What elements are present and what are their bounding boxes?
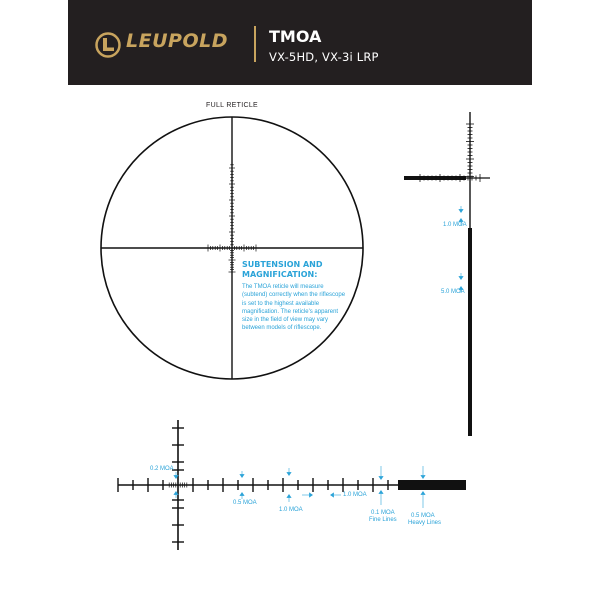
- arrow-up-icon: [378, 490, 383, 494]
- vertical-label-1-0-moa: 1.0 MOA: [443, 222, 467, 228]
- horizontal-label-1-0-moa-a: 1.0 MOA: [279, 507, 303, 513]
- arrow-up-icon: [420, 491, 425, 495]
- horizontal-label-1-0-moa-b: 1.0 MOA: [343, 492, 367, 498]
- subtension-note-heading: SUBTENSION AND MAGNIFICATION:: [242, 260, 323, 279]
- horizontal-label-0-5-moa: 0.5 MOA: [233, 500, 257, 506]
- full-reticle-label: FULL RETICLE: [206, 102, 258, 109]
- full-reticle-view: [101, 117, 363, 379]
- scope-models: VX-5HD, VX-3i LRP: [269, 50, 379, 64]
- heavy-lines-value: 0.5 MOA: [411, 513, 435, 519]
- horizontal-detail-heavy-post: [398, 480, 466, 490]
- arrow-down-icon: [378, 476, 383, 480]
- subtension-arrows: [173, 206, 463, 508]
- horizontal-label-0-2-moa: 0.2 MOA: [150, 466, 174, 472]
- heavy-lines-caption: Heavy Lines: [408, 520, 442, 526]
- subtension-note-body: The TMOA reticle will measure (subtend) correctly when the riflescope is set to the highest available magnification. The reticle's apparent size in the field of view may vary between models of riflescope.: [242, 284, 346, 332]
- fine-lines-caption: Fine Lines: [369, 517, 397, 523]
- vertical-stadia-detail: [404, 112, 490, 436]
- reticle-name: TMOA: [269, 27, 322, 46]
- arrow-down-icon: [420, 475, 425, 479]
- brand-name: LEUPOLD: [126, 30, 228, 52]
- fine-lines-value: 0.1 MOA: [371, 510, 395, 516]
- arrow-right-icon: [309, 492, 313, 497]
- vertical-detail-heavy-horizontal: [404, 176, 466, 180]
- horizontal-stadia-detail: [118, 420, 466, 550]
- vertical-label-5-0-moa: 5.0 MOA: [441, 289, 465, 295]
- arrow-left-icon: [330, 492, 334, 497]
- vertical-detail-heavy-post: [468, 228, 472, 436]
